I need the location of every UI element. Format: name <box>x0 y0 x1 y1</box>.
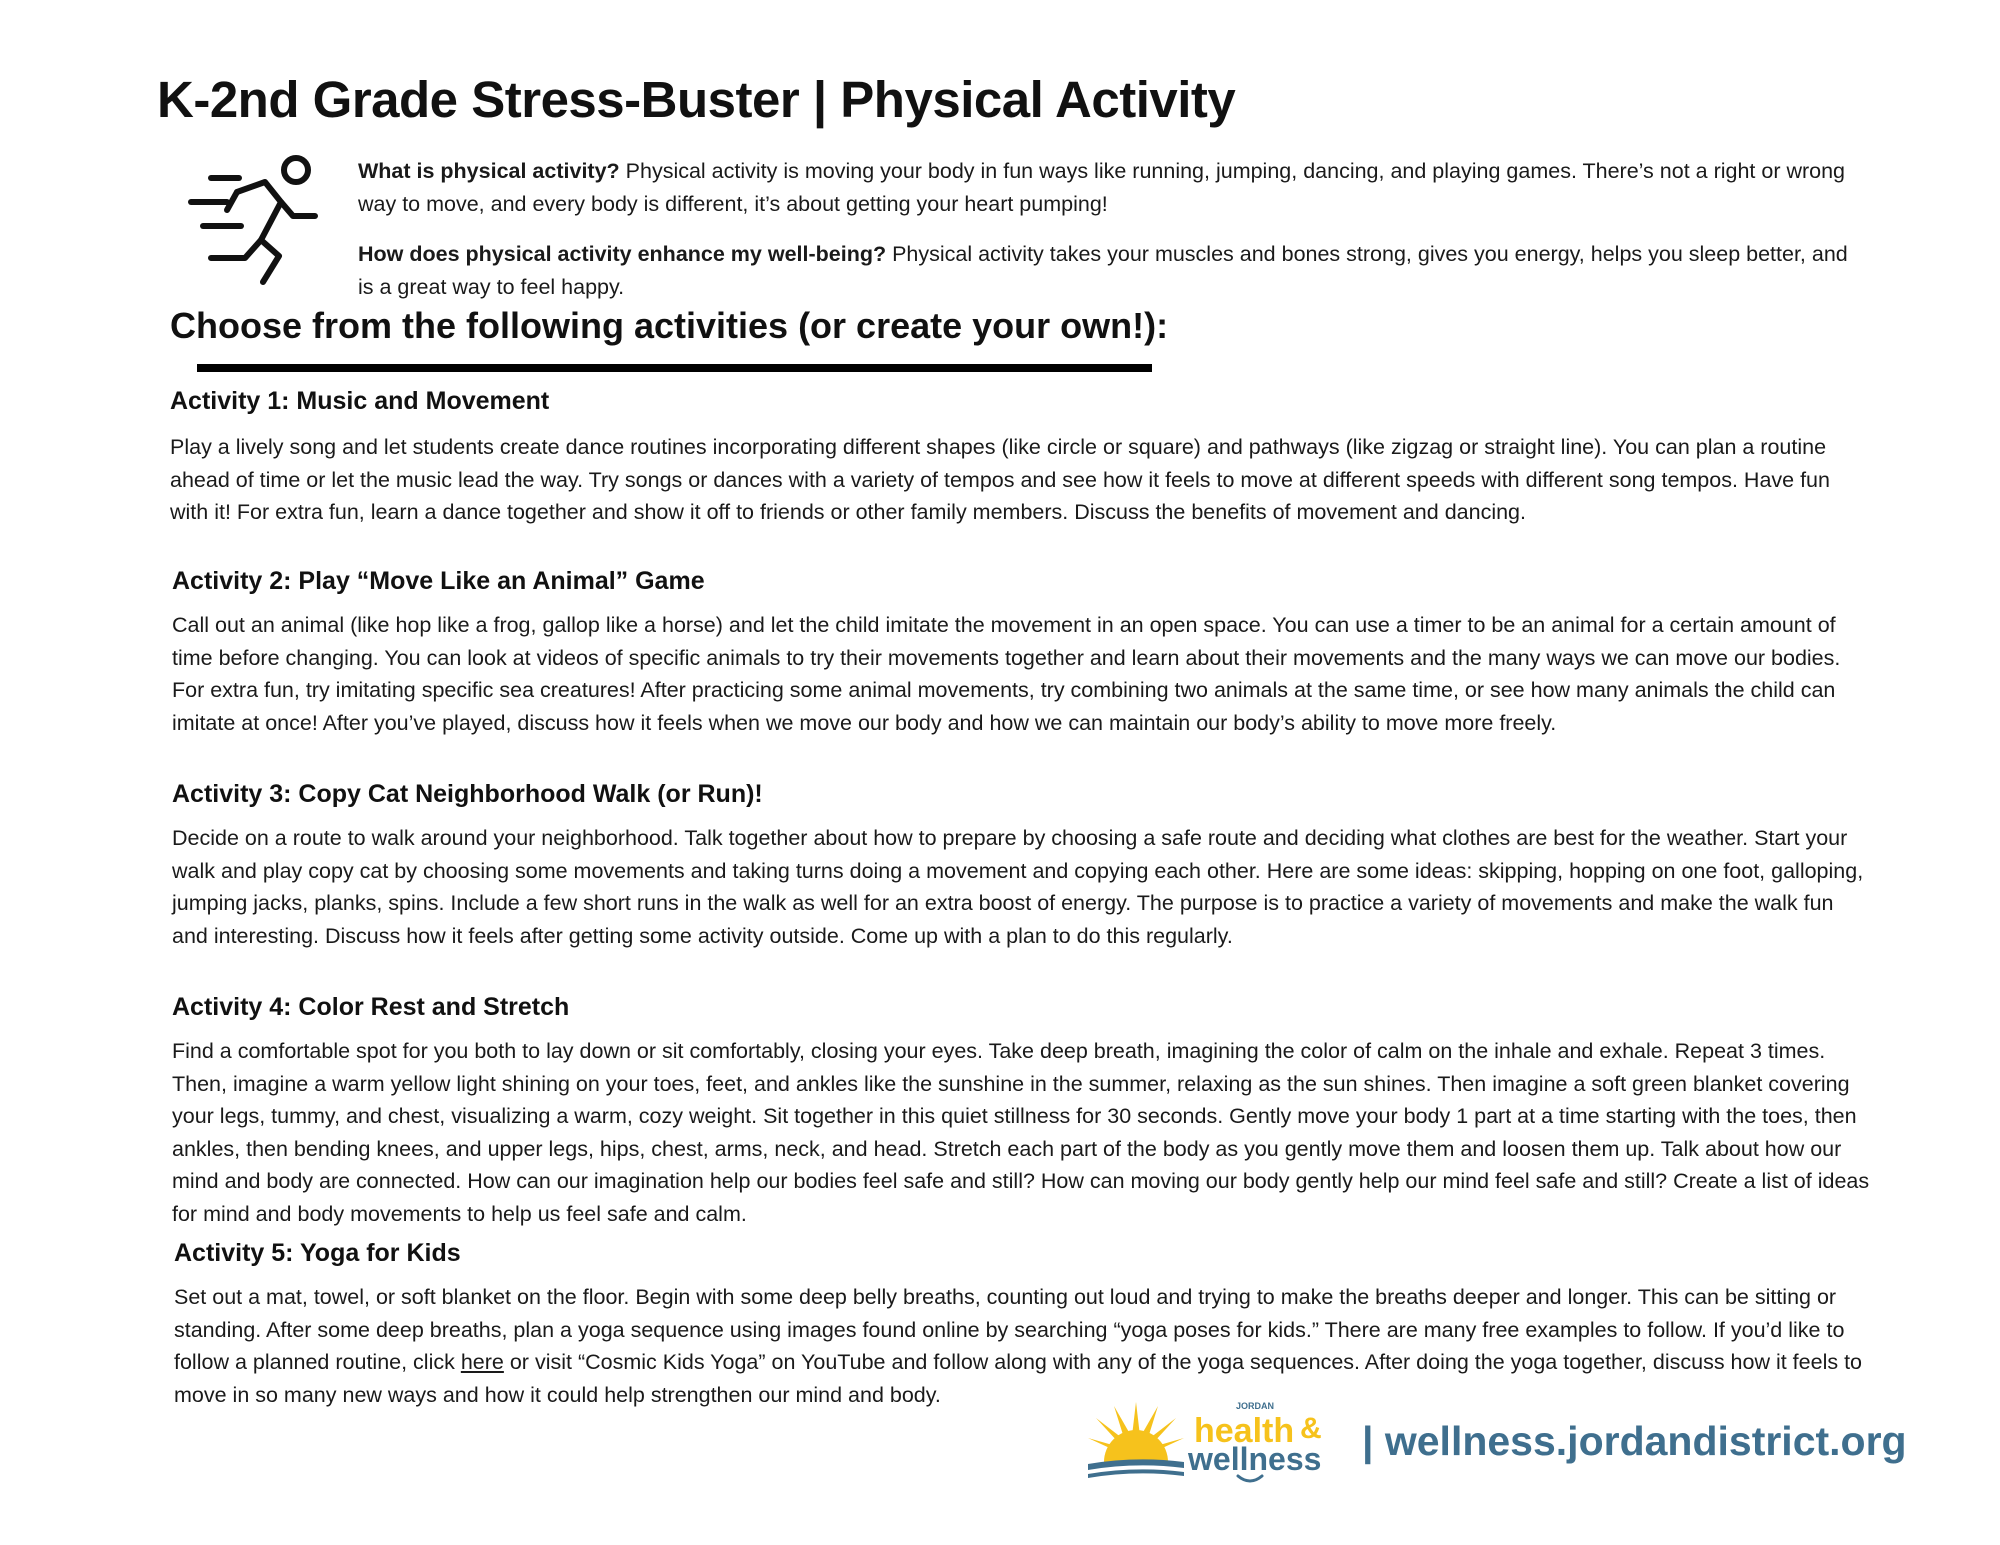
footer-url: | wellness.jordandistrict.org <box>1362 1418 1907 1464</box>
activity-5-body <box>174 1281 1874 1411</box>
activity-2-body: Call out an animal (like hop like a frog, gallop like a horse) and let the child imitate the movement in an open space. You can use a timer to be an animal for a certain amount of time before changing. You can look at videos of specific animals to try their movements together and learn about their movements and the many ways we can move our bodies. For extra fun, try imitating specific sea creatures! After practicing some animal movements, try combining two animals at the same time, or see how many animals the child can imitate at once! After you’ve played, discuss how it feels when we move our body and how we can maintain our body’s ability to move more freely. <box>172 613 1841 735</box>
intro-answer-2: Physical activity takes your muscles and bones strong, gives you energy, helps you sleep better, and is a great way to feel happy. <box>358 242 1848 299</box>
intro-paragraph-1 <box>358 155 1848 221</box>
activity-4-title: Activity 4: Color Rest and Stretch <box>172 993 570 1021</box>
activity-2-title: Activity 2: Play “Move Like an Animal” Game <box>172 567 705 595</box>
activity-1-body: Play a lively song and let students create dance routines incorporating different shapes (like circle or square) and pathways (like zigzag or straight line). You can plan a routine ahead of time or let the music lead the way. Try songs or dances with a variety of tempos and see how it feels to move at different speeds with different song tempos. Have fun with it! For extra fun, learn a dance together and show it off to friends or other family members. Discuss the benefits of movement and dancing. <box>170 435 1830 524</box>
activity-3-body: Decide on a route to walk around your neighborhood. Talk together about how to prepare by choosing a safe route and deciding what clothes are best for the weather. Start your walk and play copy cat by choosing some movements and taking turns doing a movement and copying each other. Here are some ideas: skipping, hopping on one foot, galloping, jumping jacks, planks, spins. Include a few short runs in the walk as well for an extra boost of energy. The purpose is to practice a variety of movements and make the walk fun and interesting. Discuss how it feels after getting some activity outside. Come up with a plan to do this regularly. <box>172 826 1864 948</box>
choose-heading: Choose from the following activities (or create your own!): <box>170 305 1169 346</box>
running-person-icon <box>183 152 333 288</box>
sun-logo-icon <box>1086 1400 1342 1486</box>
intro-answer-1: Physical activity is moving your body in fun ways like running, jumping, dancing, and playing games. There’s not a right or wrong way to move, and every body is different, it’s about getting your heart pumping! <box>358 159 1846 216</box>
activity-3-title: Activity 3: Copy Cat Neighborhood Walk (or Run)! <box>172 780 763 808</box>
activity-1-title: Activity 1: Music and Movement <box>170 387 550 415</box>
logo-ampersand: & <box>1300 1412 1322 1445</box>
activity-5-body-end: or visit “Cosmic Kids Yoga” on YouTube and follow along with any of the yoga sequences. After doing the yoga together, discuss how it feels to move in so many new ways and how it could help strengthen our mind and body. <box>174 1350 1862 1407</box>
activity-4-body: Find a comfortable spot for you both to lay down or sit comfortably, closing your eyes. Take deep breath, imagining the color of calm on the inhale and exhale. Repeat 3 times. Then, imagine a warm yellow light shining on your toes, feet, and ankles like the sunshine in the summer, relaxing as the sun shines. Then imagine a soft green blanket covering your legs, tummy, and chest, visualizing a warm, cozy weight. Sit together in this quiet stillness for 30 seconds. Gently move your body 1 part at a time starting with the toes, then ankles, then bending knees, and upper legs, hips, chest, arms, neck, and head. Stretch each part of the body as you gently move them and loosen them up. Talk about how our mind and body are connected. How can our imagination help our bodies feel safe and still? How can moving our body gently help our mind feel safe and still? Create a list of ideas for mind and body movements to help us feel safe and calm. <box>172 1039 1870 1226</box>
intro-question-1: What is physical activity? <box>358 159 620 183</box>
activity-5-title: Activity 5: Yoga for Kids <box>174 1239 461 1267</box>
intro-paragraph-2 <box>358 238 1848 304</box>
activity-5-body-start: Set out a mat, towel, or soft blanket on the floor. Begin with some deep belly breaths, counting out loud and trying to make the breaths deeper and longer. This can be sitting or standing. After some deep breaths, plan a yoga sequence using images found online by searching “yoga poses for kids.” There are many free examples to follow. If you’d like to follow a planned routine, click <box>174 1285 1845 1374</box>
intro-section <box>358 155 1848 321</box>
here-link[interactable]: here <box>460 1350 504 1374</box>
intro-question-2: How does physical activity enhance my well-being? <box>358 242 887 266</box>
logo-word-health: health <box>1194 1412 1295 1450</box>
logo-small-text: JORDAN <box>1236 1401 1275 1411</box>
page-title: K-2nd Grade Stress-Buster | Physical Activity <box>157 71 1236 128</box>
heading-divider <box>197 364 1152 372</box>
logo-word-wellness: wellness <box>1188 1441 1322 1477</box>
